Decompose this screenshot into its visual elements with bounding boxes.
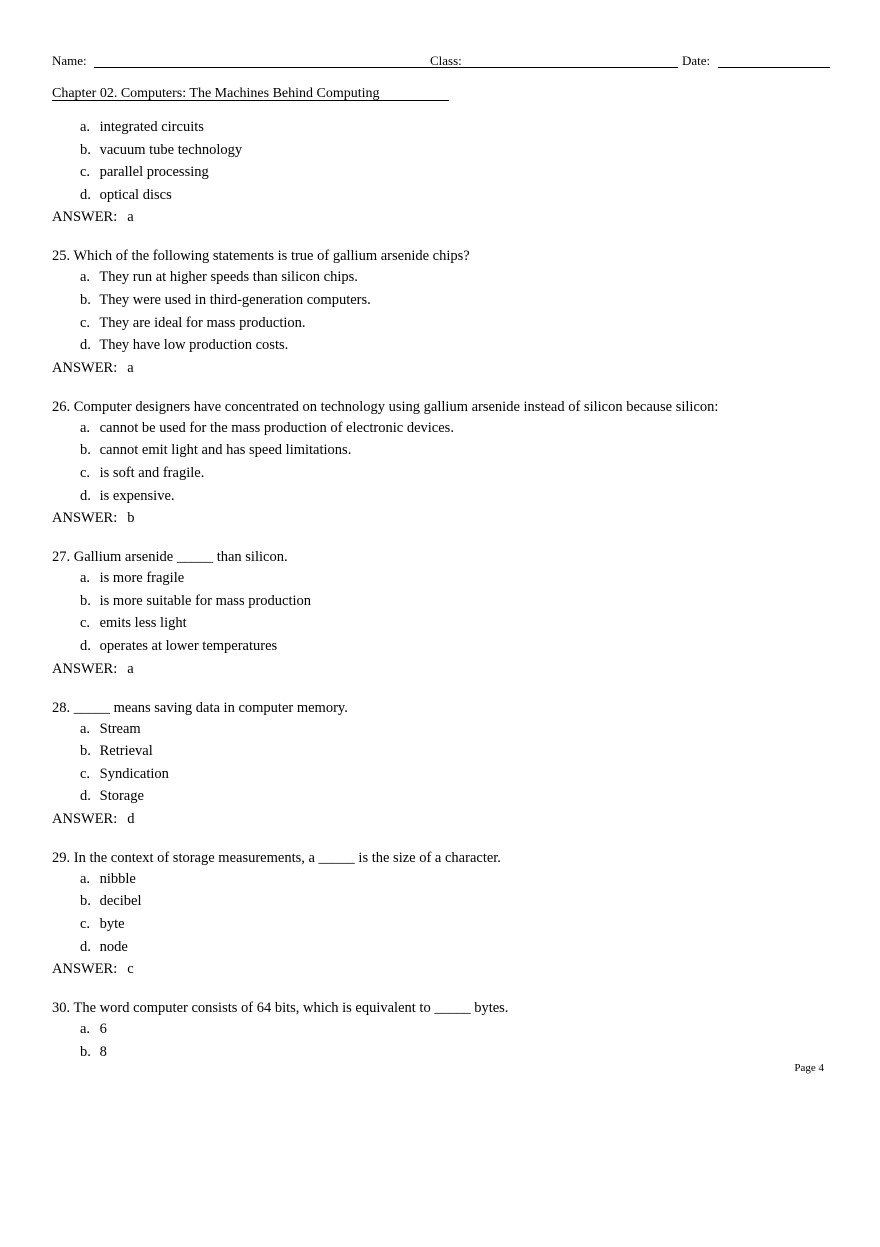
option-c: c. is soft and fragile. bbox=[80, 464, 205, 481]
answer-value: a bbox=[127, 209, 134, 226]
worksheet-header bbox=[52, 53, 830, 71]
option-b: b. cannot emit light and has speed limitations. bbox=[80, 442, 352, 459]
answer-value: a bbox=[127, 359, 134, 376]
option-d: d. Storage bbox=[80, 788, 144, 805]
answer-line: ANSWER: b bbox=[52, 510, 135, 527]
option-d: d. optical discs bbox=[80, 186, 172, 203]
answer-value: a bbox=[127, 660, 134, 677]
name-label: Name: bbox=[52, 53, 87, 68]
question-27 bbox=[52, 547, 832, 679]
answer-line: ANSWER: a bbox=[52, 359, 134, 376]
option-c: c. Syndication bbox=[80, 765, 169, 782]
option-d: d. They have low production costs. bbox=[80, 337, 289, 354]
answer-line: ANSWER: a bbox=[52, 209, 134, 226]
question-stem: 28. _____ means saving data in computer memory. bbox=[52, 699, 348, 716]
chapter-title: Chapter 02. Computers: The Machines Behind Computing bbox=[52, 86, 380, 101]
answer-value: b bbox=[127, 510, 135, 527]
question-28 bbox=[52, 698, 832, 830]
question-list bbox=[52, 116, 832, 1081]
option-c: c. They are ideal for mass production. bbox=[80, 314, 306, 331]
date-label: Date: bbox=[682, 53, 711, 68]
option-c: c. parallel processing bbox=[80, 164, 209, 181]
question-stem: 30. The word computer consists of 64 bits, which is equivalent to _____ bytes. bbox=[52, 1000, 509, 1017]
option-a: a. is more fragile bbox=[80, 570, 185, 587]
question-continued bbox=[52, 116, 832, 228]
option-c: c. byte bbox=[80, 916, 125, 933]
option-a: a. 6 bbox=[80, 1021, 107, 1038]
answer-value: d bbox=[127, 810, 135, 827]
option-b: b. vacuum tube technology bbox=[80, 141, 243, 158]
option-b: b. They were used in third-generation computers. bbox=[80, 291, 371, 308]
option-b: b. Retrieval bbox=[80, 743, 153, 760]
question-26 bbox=[52, 397, 832, 529]
answer-value: c bbox=[127, 961, 134, 978]
question-stem: 29. In the context of storage measurements, a _____ is the size of a character. bbox=[52, 849, 501, 866]
question-stem: 25. Which of the following statements is true of gallium arsenide chips? bbox=[52, 248, 470, 265]
question-30 bbox=[52, 998, 832, 1063]
question-29 bbox=[52, 848, 832, 980]
option-a: a. Stream bbox=[80, 720, 141, 737]
option-d: d. is expensive. bbox=[80, 487, 175, 504]
question-stem: 26. Computer designers have concentrated on technology using gallium arsenide instead of silicon because silicon: bbox=[52, 398, 719, 415]
option-b: b. is more suitable for mass production bbox=[80, 592, 312, 609]
option-d: d. node bbox=[80, 938, 128, 955]
option-a: a. integrated circuits bbox=[80, 119, 204, 135]
class-field[interactable] bbox=[471, 67, 678, 68]
question-25 bbox=[52, 246, 832, 378]
option-a: a. cannot be used for the mass production of electronic devices. bbox=[80, 419, 454, 436]
date-field[interactable] bbox=[718, 67, 830, 68]
answer-line: ANSWER: c bbox=[52, 961, 134, 978]
class-label: Class: bbox=[430, 53, 462, 68]
option-a: a. They run at higher speeds than silicon chips. bbox=[80, 269, 358, 286]
option-d: d. operates at lower temperatures bbox=[80, 637, 278, 654]
page-number: Page 4 bbox=[794, 1062, 824, 1074]
option-a: a. nibble bbox=[80, 870, 136, 887]
answer-line: ANSWER: d bbox=[52, 810, 135, 827]
option-c: c. emits less light bbox=[80, 615, 187, 632]
answer-line: ANSWER: a bbox=[52, 660, 134, 677]
name-field[interactable] bbox=[94, 67, 480, 68]
chapter-title-underline bbox=[52, 100, 449, 101]
option-b: b. decibel bbox=[80, 893, 142, 910]
question-stem: 27. Gallium arsenide _____ than silicon. bbox=[52, 549, 288, 566]
option-b: b. 8 bbox=[80, 1043, 107, 1060]
